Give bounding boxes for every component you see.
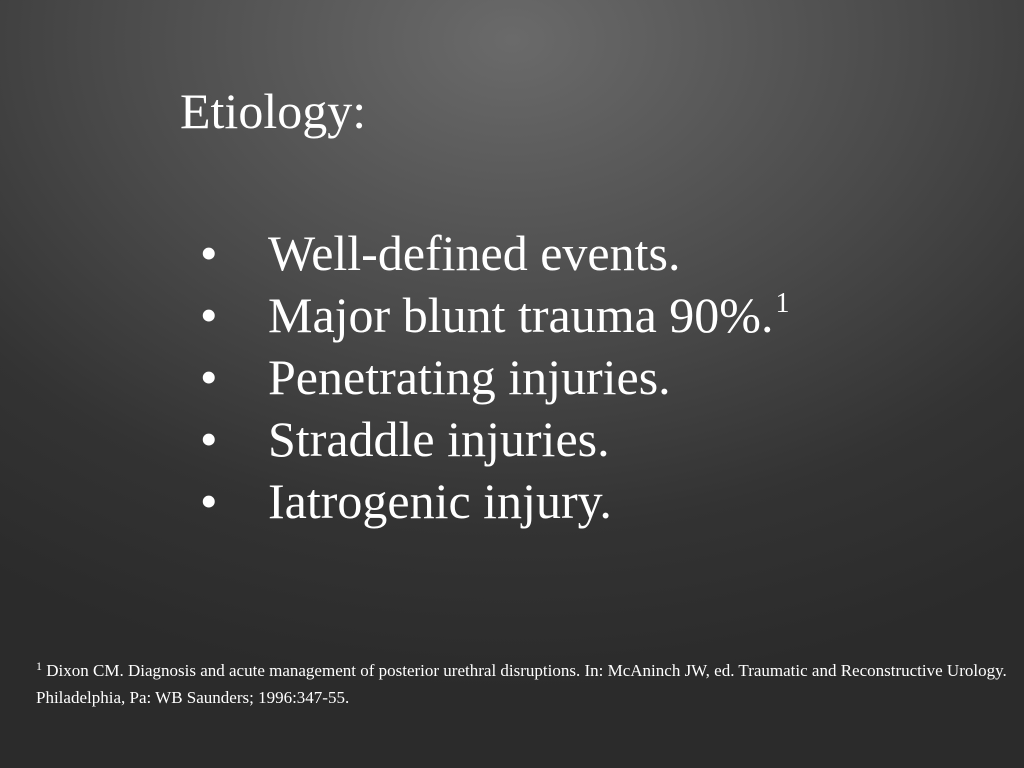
bullet-text: Well-defined events. — [268, 225, 681, 281]
bullet-item — [200, 470, 789, 532]
bullet-item — [200, 222, 789, 284]
bullet-text: Penetrating injuries. — [268, 349, 671, 405]
bullet-text: Straddle injuries. — [268, 411, 610, 467]
bullet-item — [200, 284, 789, 346]
bullet-icon: • — [200, 225, 218, 281]
bullet-item — [200, 408, 789, 470]
bullet-icon: • — [200, 287, 218, 343]
bullet-item — [200, 346, 789, 408]
slide-title: Etiology: — [180, 83, 367, 139]
bullet-icon: • — [200, 349, 218, 405]
bullet-text: Iatrogenic injury. — [268, 473, 612, 529]
footnote-marker: 1 — [36, 659, 42, 673]
bullet-text: Major blunt trauma 90%. — [268, 287, 774, 343]
bullet-list — [200, 222, 789, 532]
bullet-icon: • — [200, 411, 218, 467]
footnote-text: Dixon CM. Diagnosis and acute management of posterior urethral disruptions. In: McAninch JW, ed. Traumatic and Reconstructive Urology. Philadelphia, Pa: WB Saunders; 1996:347-55. — [36, 661, 1007, 707]
bullet-icon: • — [200, 473, 218, 529]
footnote — [36, 658, 1016, 711]
footnote-reference: 1 — [775, 288, 790, 319]
